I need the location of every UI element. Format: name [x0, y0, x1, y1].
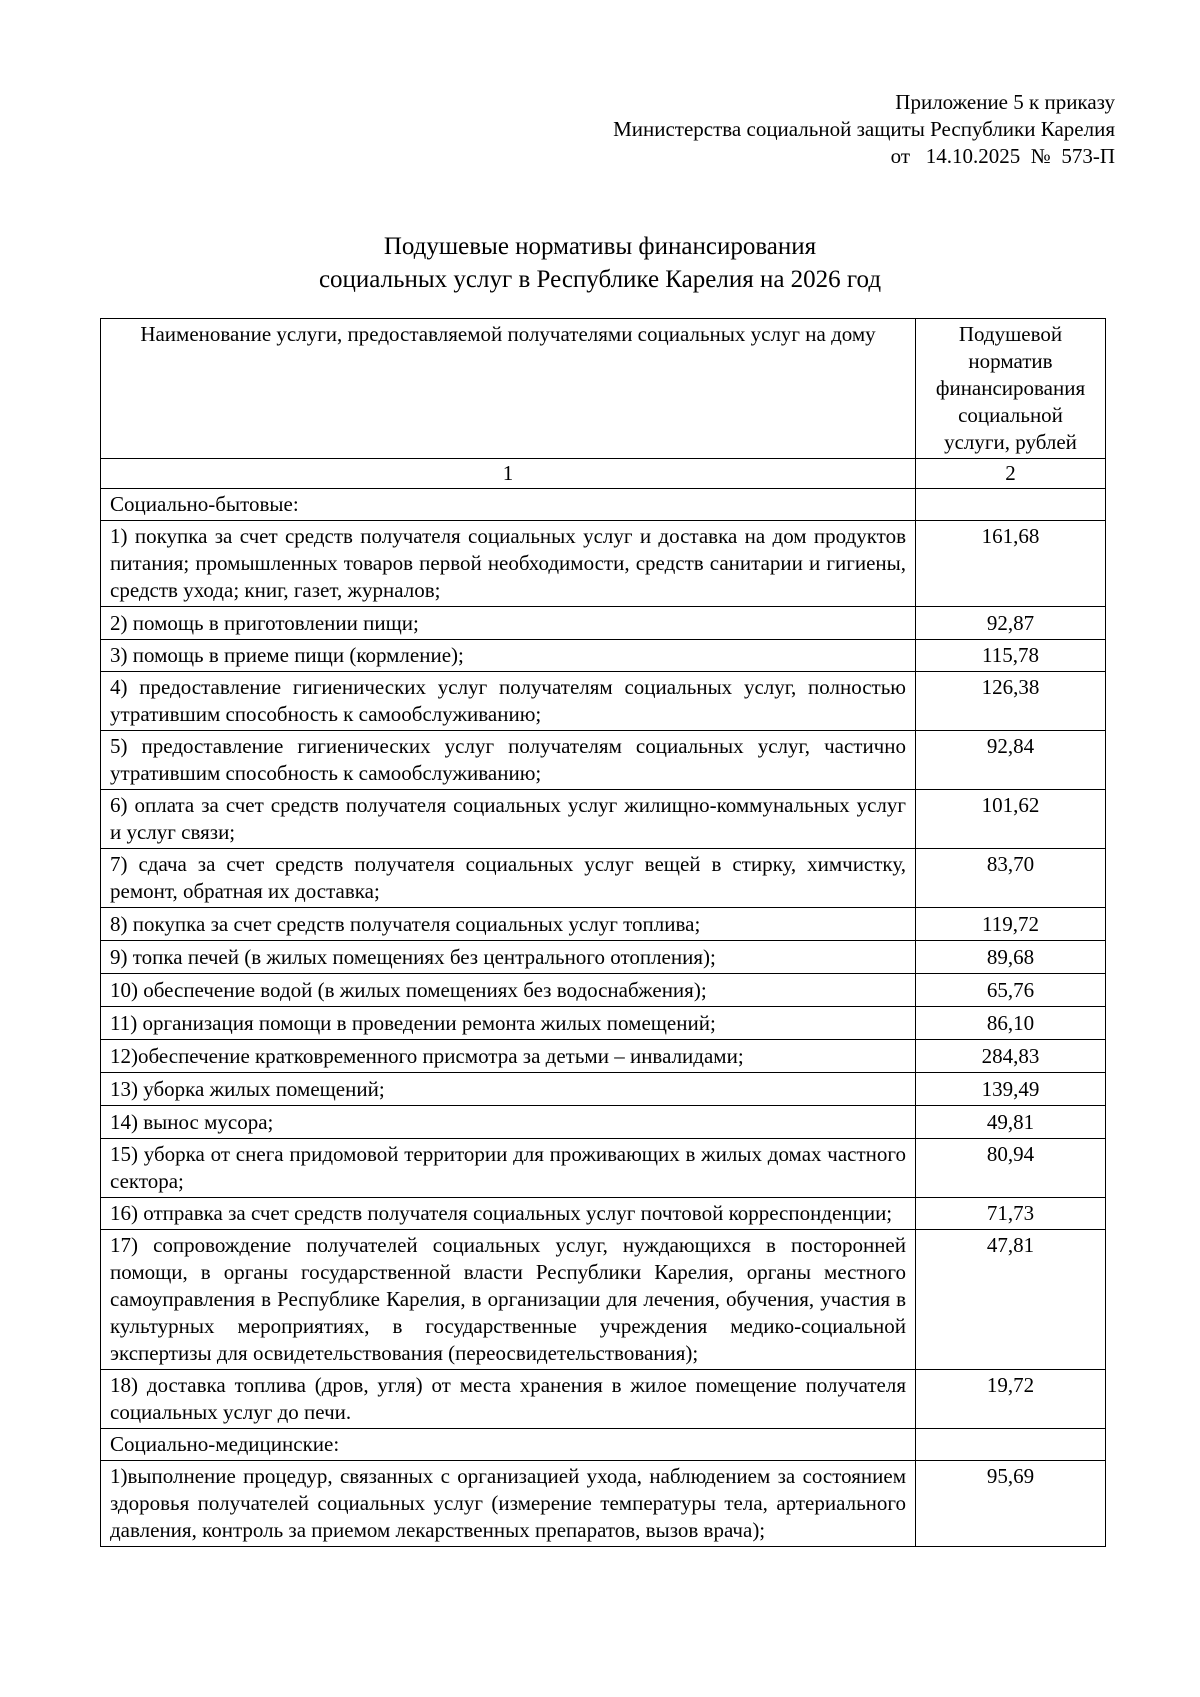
norm-value-cell: 101,62	[916, 790, 1106, 849]
table-row	[101, 1040, 1106, 1073]
service-name-cell: 12)обеспечение кратковременного присмотра за детьми – инвалидами;	[101, 1040, 916, 1073]
title-line-1: Подушевые нормативы финансирования	[383, 233, 817, 260]
service-name-cell: 4) предоставление гигиенических услуг получателям социальных услуг, полностью утратившим способность к самообслуживанию;	[101, 672, 916, 731]
service-name-cell: 2) помощь в приготовлении пищи;	[101, 607, 916, 640]
service-name-cell: 14) вынос мусора;	[101, 1106, 916, 1139]
service-name-cell: 1) покупка за счет средств получателя социальных услуг и доставка на дом продуктов питания; промышленных товаров первой необходимости, средств санитарии и гигиены, средств ухода; книг, газет, журналов;	[101, 521, 916, 607]
norm-value-cell: 284,83	[916, 1040, 1106, 1073]
table-row	[101, 849, 1106, 908]
table-row	[101, 1139, 1106, 1198]
table-row	[101, 974, 1106, 1007]
table-row	[101, 1007, 1106, 1040]
section-title: Социально-бытовые:	[101, 489, 916, 521]
norm-value-cell: 80,94	[916, 1139, 1106, 1198]
service-name-cell: 18) доставка топлива (дров, угля) от места хранения в жилое помещение получателя социальных услуг до печи.	[101, 1370, 916, 1429]
service-name-cell: 11) организация помощи в проведении ремонта жилых помещений;	[101, 1007, 916, 1040]
table-row	[101, 1230, 1106, 1370]
service-name-cell: 15) уборка от снега придомовой территории для проживающих в жилых домах частного сектора;	[101, 1139, 916, 1198]
norm-value-cell: 115,78	[916, 640, 1106, 672]
column-number-row	[101, 459, 1106, 489]
social-household-rows	[101, 521, 1106, 1429]
norm-value-cell: 86,10	[916, 1007, 1106, 1040]
table-row	[101, 521, 1106, 607]
appendix-line-1: Приложение 5 к приказу	[895, 90, 1115, 114]
norm-value-cell: 92,87	[916, 607, 1106, 640]
norm-value-cell: 119,72	[916, 908, 1106, 941]
title-line-2: социальных услуг в Республике Карелия на 2026 год	[318, 266, 882, 293]
service-name-cell: 9) топка печей (в жилых помещениях без центрального отопления);	[101, 941, 916, 974]
norm-value-cell: 92,84	[916, 731, 1106, 790]
col1-number: 1	[101, 459, 916, 489]
section-row-social-household	[101, 489, 1106, 521]
norm-value-cell: 161,68	[916, 521, 1106, 607]
col2-header: Подушевой норматив финансирования социальной услуги, рублей	[916, 319, 1106, 459]
appendix-line-2: Министерства социальной защиты Республики Карелия	[613, 117, 1115, 141]
norm-value-cell: 95,69	[916, 1461, 1106, 1547]
service-name-cell: 13) уборка жилых помещений;	[101, 1073, 916, 1106]
col1-header: Наименование услуги, предоставляемой получателями социальных услуг на дому	[101, 319, 916, 459]
table-row	[101, 1461, 1106, 1547]
table-row	[101, 908, 1106, 941]
social-medical-rows	[101, 1461, 1106, 1547]
service-name-cell: 16) отправка за счет средств получателя социальных услуг почтовой корреспонденции;	[101, 1198, 916, 1230]
norm-value-cell: 47,81	[916, 1230, 1106, 1370]
norm-value-cell: 89,68	[916, 941, 1106, 974]
service-name-cell: 17) сопровождение получателей социальных услуг, нуждающихся в посторонней помощи, в органы государственной власти Республики Карелия, органы местного самоуправления в Республике Карелия, в организации для лечения, обучения, участия в культурных мероприятиях, в государственные учреждения медико-социальной экспертизы для освидетельствования (переосвидетельствования);	[101, 1230, 916, 1370]
norms-table	[100, 318, 1106, 1547]
norm-value-cell: 71,73	[916, 1198, 1106, 1230]
table-row	[101, 640, 1106, 672]
appendix-line-3: от 14.10.2025 № 573-П	[890, 144, 1115, 168]
section-row-social-medical	[101, 1429, 1106, 1461]
norm-value-cell: 83,70	[916, 849, 1106, 908]
col2-number: 2	[916, 459, 1106, 489]
appendix-header	[613, 89, 1115, 170]
table-row	[101, 1073, 1106, 1106]
table-row	[101, 607, 1106, 640]
section-empty-cell	[916, 1429, 1106, 1461]
norm-value-cell: 139,49	[916, 1073, 1106, 1106]
table-row	[101, 672, 1106, 731]
norm-value-cell: 126,38	[916, 672, 1106, 731]
table-row	[101, 1198, 1106, 1230]
table-row	[101, 731, 1106, 790]
section-empty-cell	[916, 489, 1106, 521]
table-row	[101, 941, 1106, 974]
table-row	[101, 1106, 1106, 1139]
norm-value-cell: 19,72	[916, 1370, 1106, 1429]
norm-value-cell: 49,81	[916, 1106, 1106, 1139]
document-title	[0, 230, 1200, 296]
table-header-row	[101, 319, 1106, 459]
section-title: Социально-медицинские:	[101, 1429, 916, 1461]
service-name-cell: 7) сдача за счет средств получателя социальных услуг вещей в стирку, химчистку, ремонт, обратная их доставка;	[101, 849, 916, 908]
service-name-cell: 5) предоставление гигиенических услуг получателям социальных услуг, частично утратившим способность к самообслуживанию;	[101, 731, 916, 790]
service-name-cell: 1)выполнение процедур, связанных с организацией ухода, наблюдением за состоянием здоровья получателей социальных услуг (измерение температуры тела, артериального давления, контроль за приемом лекарственных препаратов, вызов врача);	[101, 1461, 916, 1547]
table-row	[101, 790, 1106, 849]
service-name-cell: 6) оплата за счет средств получателя социальных услуг жилищно-коммунальных услуг и услуг связи;	[101, 790, 916, 849]
service-name-cell: 10) обеспечение водой (в жилых помещениях без водоснабжения);	[101, 974, 916, 1007]
norm-value-cell: 65,76	[916, 974, 1106, 1007]
service-name-cell: 8) покупка за счет средств получателя социальных услуг топлива;	[101, 908, 916, 941]
service-name-cell: 3) помощь в приеме пищи (кормление);	[101, 640, 916, 672]
table-row	[101, 1370, 1106, 1429]
